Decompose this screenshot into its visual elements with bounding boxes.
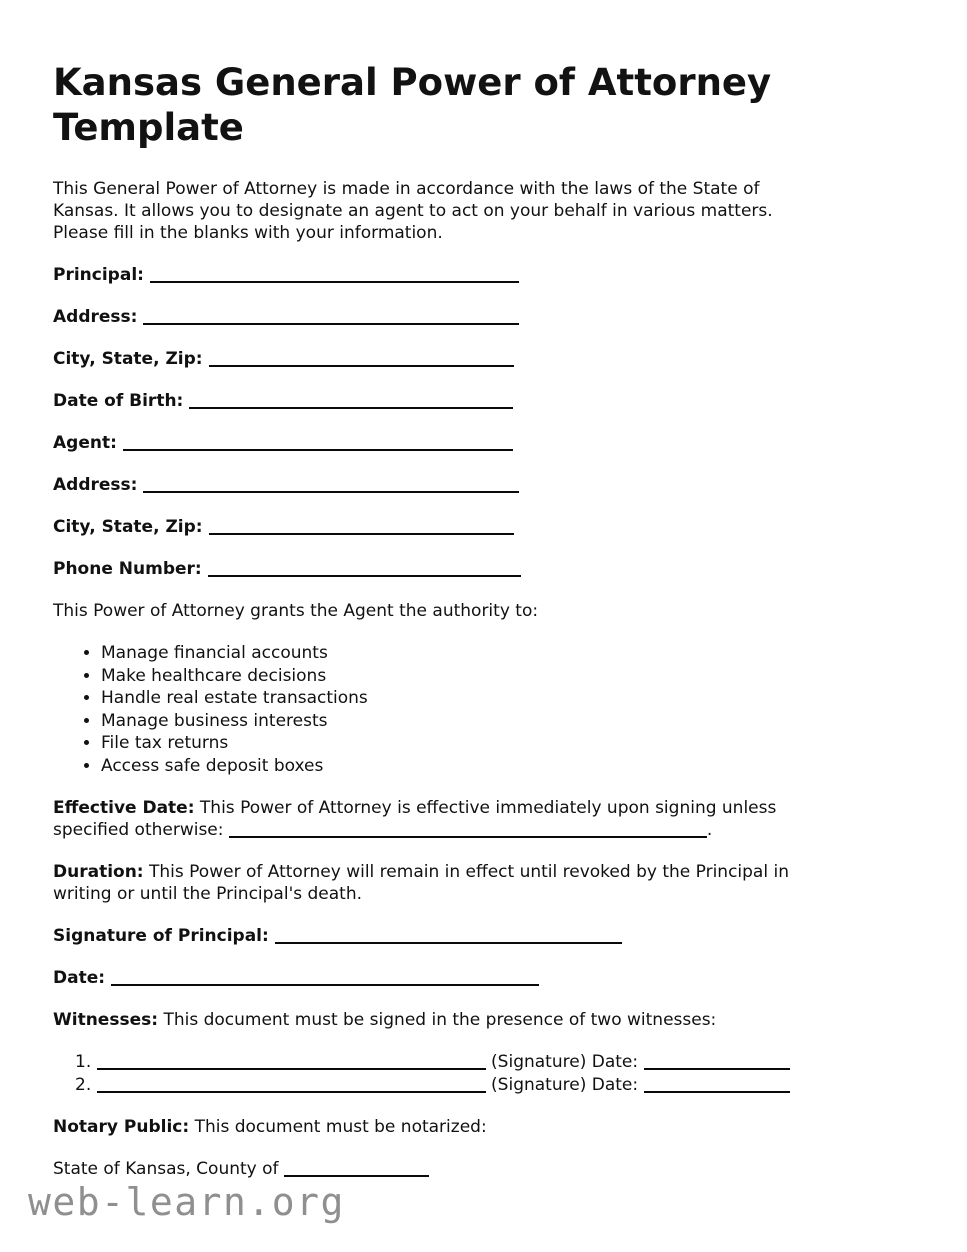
duration-label: Duration:	[53, 862, 144, 882]
effective-date-label: Effective Date:	[53, 798, 195, 818]
authority-item: • Manage business interests	[101, 710, 937, 733]
effective-date-text: This Power of Attorney is effective immediately upon signing unless	[199, 798, 777, 818]
field-label: Principal:	[53, 265, 144, 285]
authority-item: • Manage financial accounts	[101, 642, 937, 665]
witness-row	[75, 1051, 937, 1074]
authority-lead-text: This Power of Attorney grants the Agent the authority to:	[53, 601, 539, 621]
witness-date-blank	[644, 1054, 790, 1070]
agent-blank	[123, 435, 513, 451]
field-label: City, State, Zip:	[53, 517, 203, 537]
effective-date-paragraph	[53, 797, 937, 841]
intro-line: Please fill in the blanks with your information.	[53, 223, 443, 243]
county-blank	[284, 1161, 429, 1177]
duration-text2: writing or until the Principal's death.	[53, 884, 363, 904]
witness-sig-date-label: (Signature) Date:	[491, 1052, 639, 1072]
field-principal	[53, 264, 937, 287]
field-label: Address:	[53, 307, 138, 327]
date-of-birth-blank	[189, 393, 513, 409]
duration-paragraph	[53, 861, 937, 905]
witness-signature-blank	[97, 1077, 486, 1093]
intro-line: Kansas. It allows you to designate an agent to act on your behalf in various matters.	[53, 201, 773, 221]
agent-city-state-zip-blank	[209, 519, 514, 535]
field-label: Date of Birth:	[53, 391, 184, 411]
witness-number: 1.	[75, 1052, 92, 1072]
effective-date-text2: specified otherwise:	[53, 820, 224, 840]
witnesses-label: Witnesses:	[53, 1010, 159, 1030]
field-agent-city-state-zip	[53, 516, 937, 539]
witnesses-paragraph	[53, 1009, 937, 1031]
authority-list	[53, 642, 937, 777]
intro-line: This General Power of Attorney is made in accordance with the laws of the State of	[53, 179, 760, 199]
duration-text: This Power of Attorney will remain in effect until revoked by the Principal in	[149, 862, 789, 882]
page-title	[53, 60, 937, 150]
principal-address-blank	[143, 309, 519, 325]
signature-blank	[275, 928, 622, 944]
authority-item: • Handle real estate transactions	[101, 687, 937, 710]
witnesses-text: This document must be signed in the presence of two witnesses:	[163, 1010, 717, 1030]
witness-row	[75, 1074, 937, 1097]
signature-label: Signature of Principal:	[53, 926, 269, 946]
field-agent	[53, 432, 937, 455]
signature-of-principal-line	[53, 925, 937, 948]
date-blank	[111, 970, 539, 986]
field-principal-city-state-zip	[53, 348, 937, 371]
field-label: Address:	[53, 475, 138, 495]
witness-list	[53, 1051, 937, 1096]
witness-number: 2.	[75, 1074, 92, 1095]
date-label: Date:	[53, 968, 106, 988]
notary-label: Notary Public:	[53, 1117, 190, 1137]
watermark: web-learn.org	[28, 1180, 345, 1224]
date-line	[53, 967, 937, 990]
effective-date-period: .	[706, 820, 713, 840]
witness-signature-blank	[97, 1054, 486, 1070]
principal-city-state-zip-blank	[209, 351, 514, 367]
field-label: Agent:	[53, 433, 117, 453]
authority-item: • File tax returns	[101, 732, 937, 755]
witness-sig-date-label: (Signature) Date:	[491, 1074, 639, 1095]
page-title-line2: Template	[53, 106, 244, 149]
phone-number-blank	[208, 561, 521, 577]
field-phone-number	[53, 558, 937, 581]
county-text: State of Kansas, County of	[53, 1159, 279, 1179]
authority-lead	[53, 600, 937, 622]
notary-text: This document must be notarized:	[194, 1117, 487, 1137]
authority-item: • Make healthcare decisions	[101, 665, 937, 688]
agent-address-blank	[143, 477, 519, 493]
authority-item: • Access safe deposit boxes	[101, 755, 937, 778]
page-title-line1: Kansas General Power of Attorney	[53, 61, 772, 104]
field-label: City, State, Zip:	[53, 349, 203, 369]
notary-paragraph	[53, 1116, 937, 1138]
field-agent-address	[53, 474, 937, 497]
field-principal-address	[53, 306, 937, 329]
county-line	[53, 1158, 937, 1180]
effective-date-blank	[229, 822, 707, 838]
intro-paragraph	[53, 178, 937, 244]
principal-blank	[150, 267, 519, 283]
field-label: Phone Number:	[53, 559, 202, 579]
witness-date-blank	[644, 1077, 790, 1093]
field-date-of-birth	[53, 390, 937, 413]
